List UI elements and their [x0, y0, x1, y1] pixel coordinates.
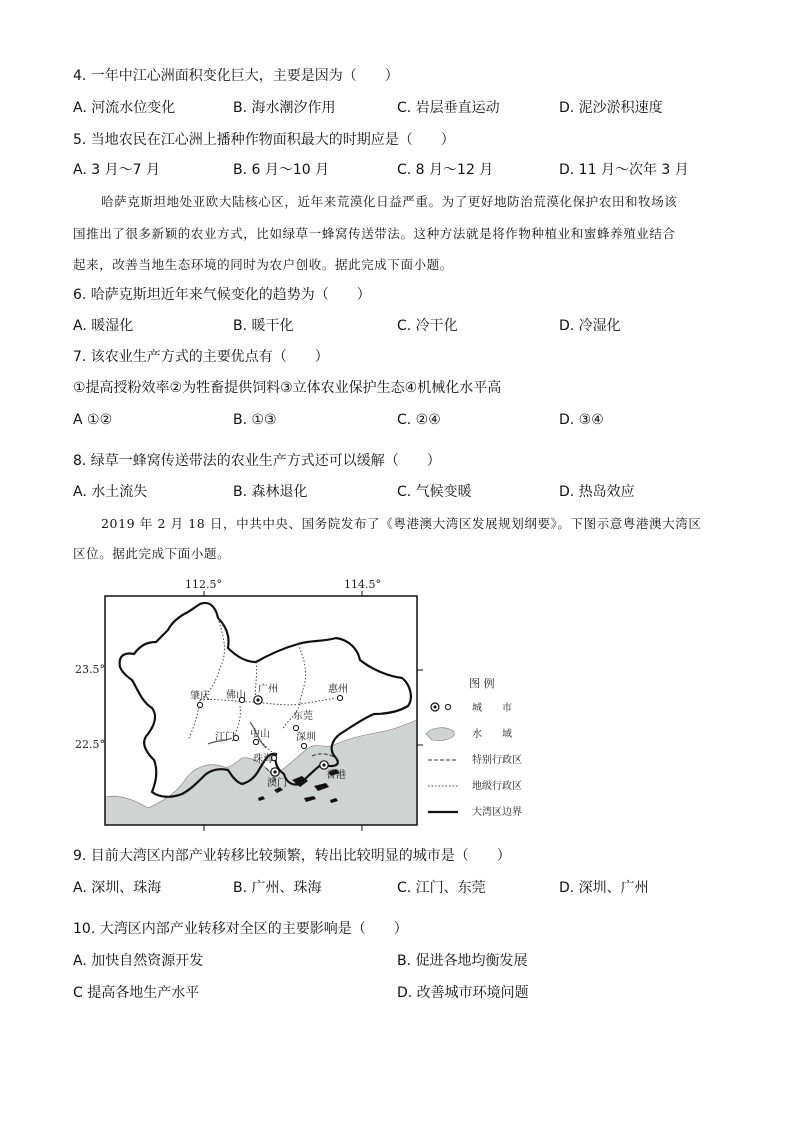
- q9-option-a: A. 深圳、珠海: [73, 880, 162, 896]
- q5-option-a: A. 3 月～7 月: [73, 162, 160, 178]
- city-label-foshan: 佛山: [226, 690, 246, 701]
- q6-option-c: C. 冷干化: [397, 318, 458, 334]
- q8-option-b: B. 森林退化: [233, 484, 308, 500]
- city-label-jiangmen: 江门: [215, 732, 235, 743]
- q10-stem: 10. 大湾区内部产业转移对全区的主要影响是（ ）: [73, 921, 408, 937]
- q8-option-d: D. 热岛效应: [559, 484, 635, 500]
- greater-bay-area-map: [60, 572, 540, 837]
- q6-option-d: D. 冷湿化: [559, 318, 621, 334]
- lon-label-112-5: 112.5°: [185, 578, 222, 591]
- q10-option-c: C 提高各地生产水平: [73, 985, 200, 1001]
- city-label-zhongshan: 中山: [250, 729, 270, 740]
- q8-stem: 8. 绿草一蜂窝传送带法的农业生产方式还可以缓解（ ）: [73, 453, 441, 469]
- q7-option-c: C. ②④: [397, 412, 441, 428]
- city-label-macao: 澳门: [267, 778, 287, 789]
- q5-option-d: D. 11 月～次年 3 月: [559, 162, 689, 178]
- q7-items: ①提高授粉效率②为牲畜提供饲料③立体农业保护生态④机械化水平高: [73, 380, 502, 396]
- q10-option-b: B. 促进各地均衡发展: [397, 953, 528, 969]
- legend-city: 城 市: [472, 703, 512, 714]
- lon-label-114-5: 114.5°: [344, 578, 381, 591]
- city-label-guangzhou: 广州: [258, 684, 278, 695]
- q7-option-d: D. ③④: [559, 412, 604, 428]
- city-label-dongguan: 东莞: [293, 711, 313, 722]
- q9-stem: 9. 目前大湾区内部产业转移比较频繁，转出比较明显的城市是（ ）: [73, 848, 511, 864]
- q8-option-a: A. 水土流失: [73, 484, 148, 500]
- q4-option-d: D. 泥沙淤积速度: [559, 100, 663, 116]
- q5-stem: 5. 当地农民在江心洲上播种作物面积最大的时期应是（ ）: [73, 132, 455, 148]
- q6-stem: 6. 哈萨克斯坦近年来气候变化的趋势为（ ）: [73, 287, 371, 303]
- q5-option-b: B. 6 月～10 月: [233, 162, 330, 178]
- legend-bay-boundary: 大湾区边界: [472, 807, 522, 818]
- city-label-zhaoqing: 肇庆: [190, 691, 210, 702]
- legend-sar: 特别行政区: [472, 755, 522, 766]
- city-label-zhuhai: 珠海: [253, 754, 273, 765]
- passage1-line-3: 起来，改善当地生态环境的同时为农户创收。据此完成下面小题。: [73, 257, 453, 272]
- q6-option-a: A. 暖湿化: [73, 318, 134, 334]
- q7-option-b: B. ①③: [233, 412, 277, 428]
- legend-water: 水 域: [472, 729, 512, 740]
- q9-option-d: D. 深圳、广州: [559, 880, 649, 896]
- q4-stem: 4. 一年中江心洲面积变化巨大，主要是因为（ ）: [73, 68, 399, 84]
- city-label-shenzhen: 深圳: [296, 732, 316, 743]
- q6-option-b: B. 暖干化: [233, 318, 294, 334]
- city-label-hongkong: 香港: [326, 770, 346, 781]
- q9-option-b: B. 广州、珠海: [233, 880, 322, 896]
- passage1-line-1: 哈萨克斯坦地处亚欧大陆核心区，近年来荒漠化日益严重。为了更好地防治荒漠化保护农田和牧场该: [101, 194, 678, 209]
- lat-label-23-5: 23.5°: [75, 663, 105, 676]
- legend-title: 图 例: [469, 677, 495, 690]
- city-label-huizhou: 惠州: [328, 684, 348, 695]
- q9-option-c: C. 江门、东莞: [397, 880, 486, 896]
- q4-option-b: B. 海水潮汐作用: [233, 100, 336, 116]
- q5-option-c: C. 8 月～12 月: [397, 162, 494, 178]
- legend-prefecture: 地级行政区: [472, 781, 522, 792]
- q7-stem: 7. 该农业生产方式的主要优点有（ ）: [73, 349, 329, 365]
- q4-option-c: C. 岩层垂直运动: [397, 100, 500, 116]
- q4-option-a: A. 河流水位变化: [73, 100, 176, 116]
- passage1-line-2: 国推出了很多新颖的农业方式，比如绿草一蜂窝传送带法。这种方法就是将作物种植业和蜜蜂养殖业结合: [73, 226, 676, 241]
- q10-option-d: D. 改善城市环境问题: [397, 985, 529, 1001]
- q8-option-c: C. 气候变暖: [397, 484, 472, 500]
- q7-option-a: A ①②: [73, 412, 113, 428]
- passage2-line-2: 区位。据此完成下面小题。: [73, 546, 231, 561]
- lat-label-22-5: 22.5°: [75, 738, 105, 751]
- q10-option-a: A. 加快自然资源开发: [73, 953, 204, 969]
- passage2-line-1: 2019 年 2 月 18 日，中共中央、国务院发布了《粤港澳大湾区发展规划纲要》。下图示意粤港澳大湾区: [101, 516, 702, 531]
